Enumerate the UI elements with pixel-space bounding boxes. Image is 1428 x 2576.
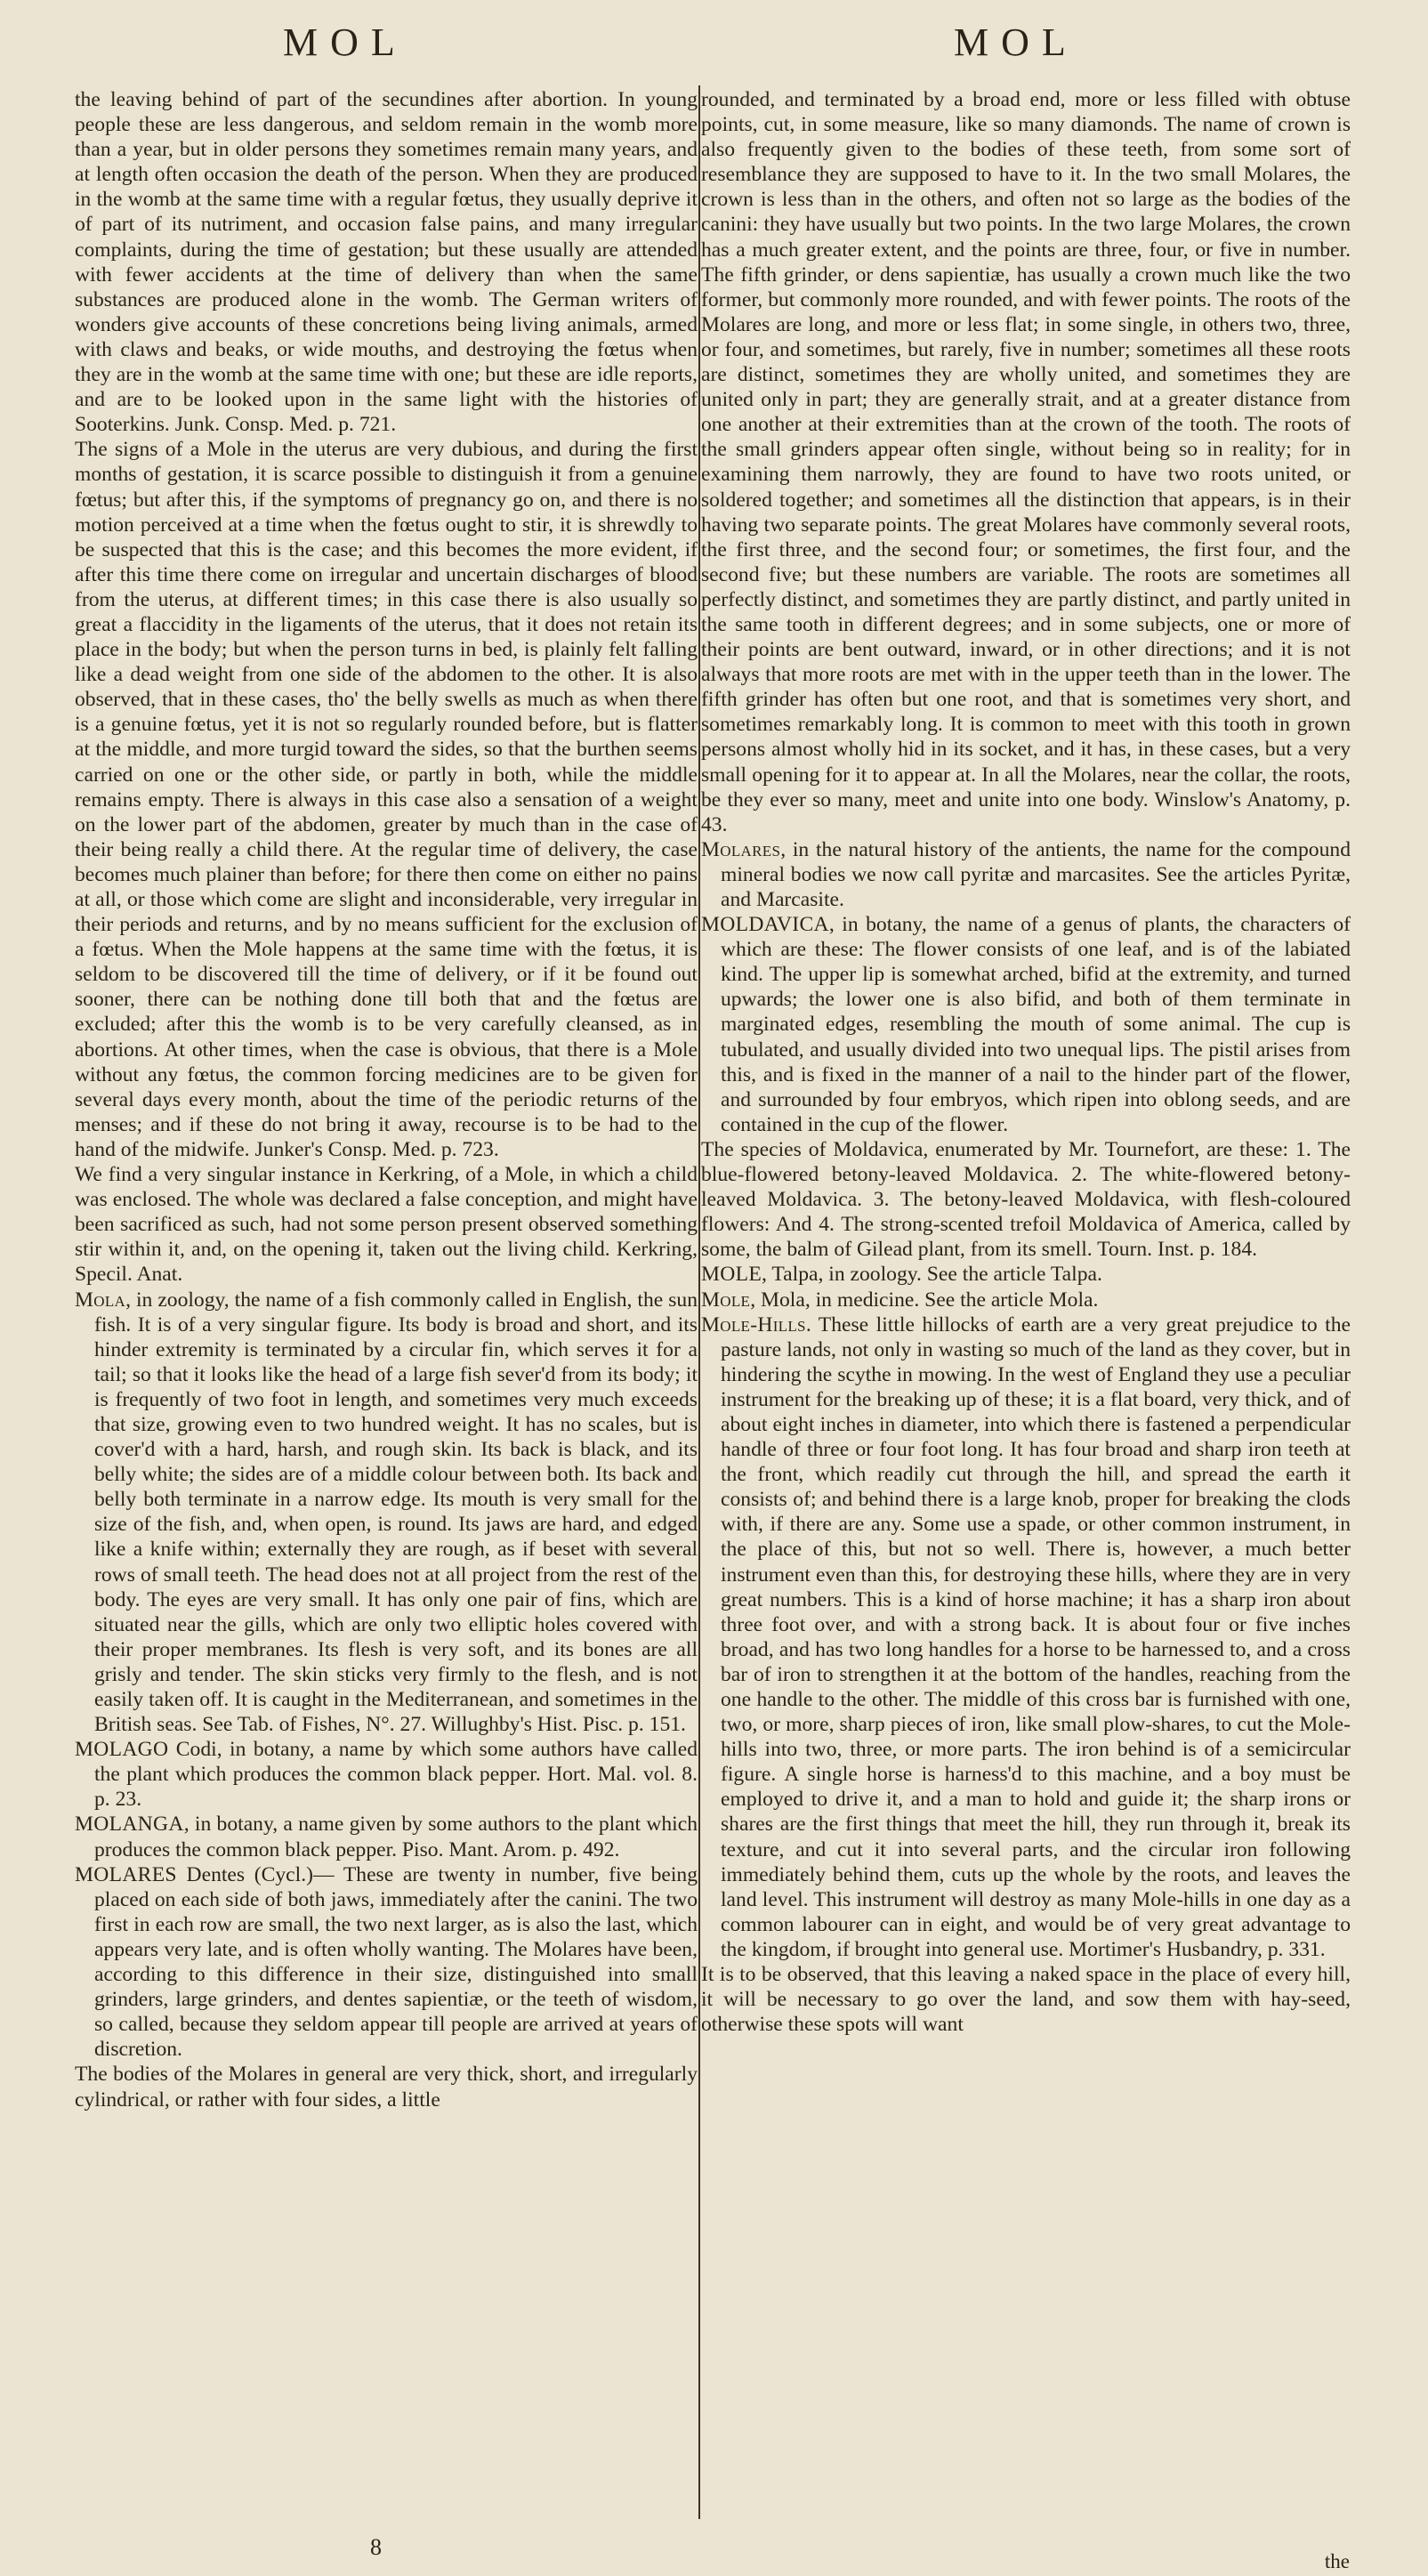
entry-molago (75, 1737, 698, 1812)
entry-mole-mola (701, 1288, 1351, 1312)
entry-term: Mole-Hills (701, 1312, 806, 1336)
paragraph: rounded, and terminated by a broad end, more or less filled with obtuse points, cut, in some measure, like so many diamonds. The name of crown is also frequently given to the bodies of these teeth, from some sort of resemblance they are supposed to have to it. In the two small Molares, the crown is less than in the others, and often not so large as the bodies of the canini: they have usually but two points. In the two large Molares, the crown has a much greater extent, and the points are three, four, or five in number. The fifth grinder, or dens sapientiæ, has usually a crown much like the two former, but commonly more rounded, and with fewer points. The roots of the Molares are long, and more or less flat; in some single, in others two, three, or four, and sometimes, but rarely, five in number; sometimes all these roots are distinct, sometimes they are wholly united, and sometimes they are united only in part; they are generally strait, and at a greater distance from one another at their extremities than at the crown of the tooth. The roots of the small grinders appear often single, without being so in reality; for in examining them narrowly, they are found to have two roots united, or soldered together; and sometimes all the distinction that appears, is in their having two separate points. The great Molares have commonly several roots, the first three, and the second four; or sometimes, the first four, and the second five; but these numbers are variable. The roots are sometimes all perfectly distinct, and sometimes they are partly distinct, and partly united in the same tooth in different degrees; and in some subjects, one or more of their points are bent outward, inward, or in other directions; and it is not always that more roots are met with in the upper teeth than in the lower. The fifth grinder has often but one root, and that is sometimes very short, and sometimes remarkably long. It is common to meet with this tooth in grown persons almost wholly hid in its socket, and it has, in these cases, but a very small opening for it to appear at. In all the Molares, near the collar, the roots, be they ever so many, meet and unite into one body. Winslow's Anatomy, p. 43. (701, 88, 1351, 836)
entry-term: Molares (701, 837, 781, 861)
entry-molares-antients (701, 837, 1351, 912)
paragraph: The signs of a Mole in the uterus are very dubious, and during the first months of gestation, it is scarce possible to distinguish it from a genuine fœtus; but after this, if the symptoms of pregnancy go on, and there is no motion perceived at a time when the fœtus ought to stir, it is shrewdly to be suspected that this is the case; and this becomes the more evident, if after this time there come on irregular and uncertain discharges of blood from the uterus, at different times; in this case there is also usually so great a flaccidity in the ligaments of the uterus, that it does not retain its place in the body; but when the person turns in bed, is plainly felt falling like a dead weight from one side of the abdomen to the other. It is also observed, that in these cases, tho' the belly swells as much as when there is a genuine fœtus, yet it is not so regularly rounded before, but is flatter at the middle, and more turgid toward the sides, so that the burthen seems carried on one or the other side, or partly in both, while the middle remains empty. There is always in this case also a sensation of a weight on the lower part of the abdomen, greater by much than in the case of their being really a child there. At the regular time of delivery, the case becomes much plainer than before; for there then come on either no pains at all, or those which come are slight and inconsiderable, very irregular in their periods and returns, and by no means sufficient for the exclusion of a fœtus. When the Mole happens at the same time with the fœtus, it is seldom to be discovered till the time of delivery, or if it be found out sooner, there can be nothing done till both that and the fœtus are excluded; after this the womb is to be very carefully cleansed, as in abortions. At other times, when the case is obvious, that there is a Mole without any fœtus, the common forcing medicines are to be given for several days every month, about the time of the periodic returns of the menses; and if these do not bring it away, recourse is to be had to the hand of the midwife. Junker's Consp. Med. p. 723. (75, 438, 698, 1161)
entry-term: MOLE (701, 1263, 762, 1287)
entry-term: MOLDAVICA (701, 913, 829, 937)
paragraph: The bodies of the Molares in general are very thick, short, and irregularly cylindrical, or rather with four sides, a little (75, 2063, 698, 2112)
header-right: MOL (954, 20, 1078, 64)
entry-mole-hills (701, 1312, 1351, 1962)
entry-molares (75, 1862, 698, 2063)
entry-text: , Talpa, in zoology. See the article Talpa. (762, 1263, 1102, 1287)
entry-text: Dentes (Cycl.)— These are twenty in number, five being placed on each side of both jaws, immediately after the canini. The two first in each row are small, the two next larger, as is also the last, which appears very late, and is often wholly wanting. The Molares have been, according to this difference in their size, distinguished into small grinders, large grinders, and dentes sapientiæ, or the teeth of wisdom, so called, because they seldom appear till people are arrived at years of discretion. (94, 1862, 698, 2062)
entry-text: , Mola, in medicine. See the article Mola. (750, 1288, 1099, 1312)
paragraph: The species of Moldavica, enumerated by Mr. Tournefort, are these: 1. The blue-flowered betony-leaved Moldavica. 2. The white-flowered betony-leaved Moldavica. 3. The betony-leaved Moldavica, with flesh-coloured flowers: And 4. The strong-scented trefoil Moldavica of America, called by some, the balm of Gilead plant, from its smell. Tourn. Inst. p. 184. (701, 1137, 1351, 1262)
entry-term: Mola (75, 1288, 126, 1312)
entry-text: , in botany, the name of a genus of plants, the characters of which are these: The flower consists of one leaf, and is of the labiated kind. The upper lip is somewhat arched, bifid at the extremity, and turned upwards; the lower one is also bifid, and both of them terminate in marginated edges, resembling the mouth of some animal. The cup is tubulated, and usually divided into two unequal lips. The pistil arises from this, and is fixed in the manner of a nail to the hinder part of the flower, and surrounded by four embryos, which ripen into oblong seeds, and are contained in the cup of the flower. (721, 913, 1351, 1136)
entry-mola (75, 1288, 698, 1738)
entry-text: Codi, in botany, a name by which some authors have called the plant which produces the common black pepper. Hort. Mal. vol. 8. p. 23. (94, 1738, 698, 1812)
paragraph: We find a very singular instance in Kerkring, of a Mole, in which a child was enclosed. The whole was declared a false conception, and might have been sacrificed as such, had not some person present observed something stir within it, and, on the opening it, taken out the living child. Kerkring, Specil. Anat. (75, 1163, 698, 1287)
header-left: MOL (283, 20, 407, 64)
paragraph: It is to be observed, that this leaving a naked space in the place of every hill, it will be necessary to go over the land, and sow them with hay-seed, otherwise these spots will want (701, 1963, 1351, 2037)
entry-term: MOLANGA (75, 1813, 184, 1837)
entry-text: , in zoology, the name of a fish commonly called in English, the sun fish. It is of a very singular figure. Its body is broad and short, and its hinder extremity is terminated by a circular fin, which serves it for a tail; so that it looks like the head of a large fish sever'd from its body; it is frequently of two foot in length, and sometimes very much exceeds that size, growing even to two hundred weight. It has no scales, but is cover'd with a hard, harsh, and rough skin. Its back is black, and its belly white; the sides are of a middle colour between both. Its back and belly both terminate in a narrow edge. Its mouth is very small for the size of the fish, and, when open, is round. Its jaws are hard, and edged like a knife within; externally they are rough, as if beset with several rows of small teeth. The head does not at all project from the rest of the body. The eyes are very small. It has only one pair of fins, which are situated near the gills, which are only two elliptic holes covered with their proper membranes. Its flesh is very soft, and its bones are all grisly and tender. The skin sticks very firmly to the flesh, and is not easily taken off. It is caught in the Mediterranean, and sometimes in the British seas. See Tab. of Fishes, N°. 27. Willughby's Hist. Pisc. p. 151. (94, 1288, 698, 1737)
entry-term: MOLARES (75, 1862, 177, 1886)
entry-molanga (75, 1812, 698, 1861)
paragraph: the leaving behind of part of the secundines after abortion. In young people these are less dangerous, and seldom remain in the womb more than a year, but in older persons they sometimes remain many years, and at length often occasion the death of the person. When they are produced in the womb at the same time with a regular fœtus, they usually deprive it of part of its nutriment, and occasion false pains, and many irregular complaints, during the time of gestation; but these usually are attended with fewer accidents at the time of delivery than when the same substances are produced alone in the womb. The German writers of wonders give accounts of these concretions being living animals, armed with claws and beaks, or wide mouths, and destroying the fœtus when they are in the womb at the same time with one; but these are idle reports, and are to be looked upon in the same light with the histories of Sooterkins. Junk. Consp. Med. p. 721. (75, 88, 698, 437)
column-rule (698, 85, 700, 2519)
entry-term: Mole (701, 1288, 751, 1312)
entry-term: MOLAGO (75, 1738, 169, 1762)
entry-mole-talpa (701, 1262, 1351, 1287)
page-number: 8 (370, 2534, 382, 2560)
catchword: the (1324, 2550, 1350, 2572)
entry-moldavica (701, 912, 1351, 1137)
entry-text: , in the natural history of the antients, the name for the compound mineral bodies we now call pyritæ and marcasites. See the articles Pyritæ, and Marcasite. (721, 837, 1351, 911)
entry-text: , in botany, a name given by some authors to the plant which produces the common black pepper. Piso. Mant. Arom. p. 492. (94, 1813, 698, 1861)
left-column (75, 87, 698, 2112)
entry-text: . These little hillocks of earth are a very great prejudice to the pasture lands, not only in wasting so much of the land as they cover, but in hindering the scythe in mowing. In the west of England they use a peculiar instrument for the breaking up of these; it is a flat board, very thick, and of about eight inches in diameter, into which there is fastened a perpendicular handle of three or four foot long. It has four broad and sharp iron teeth at the front, which readily cut through the hill, and spread the earth it consists of; and behind there is a large knob, proper for breaking the clods with, if there are any. Some use a spade, or other common instrument, in the place of this, but not so well. There is, however, a much better instrument even than this, for destroying these hills, where they are in very great numbers. This is a kind of horse machine; it has a sharp iron about three foot over, and with a strong back. It is about four or five inches broad, and has two long handles for a horse to be harnessed to, and a cross bar of iron to strengthen it at the bottom of the handles, reaching from the one handle to the other. The middle of this cross bar is furnished with one, two, or more, sharp pieces of iron, like small plow-shares, to cut the Mole-hills into two, three, or more parts. The iron behind is of a semicircular figure. A single horse is harness'd to this machine, and a boy must be employed to drive it, and a man to hold and guide it; the sharp irons or shares are the first things that meet the hill, they run through it, break its texture, and cut it into several parts, and the circular iron following immediately behind them, cuts up the whole by the roots, and leaves the land level. This instrument will destroy as many Mole-hills in one day as a common labourer can in eight, and would be of very great advantage to the kingdom, if brought into general use. Mortimer's Husbandry, p. 331. (721, 1312, 1351, 1961)
right-column (701, 87, 1351, 2037)
